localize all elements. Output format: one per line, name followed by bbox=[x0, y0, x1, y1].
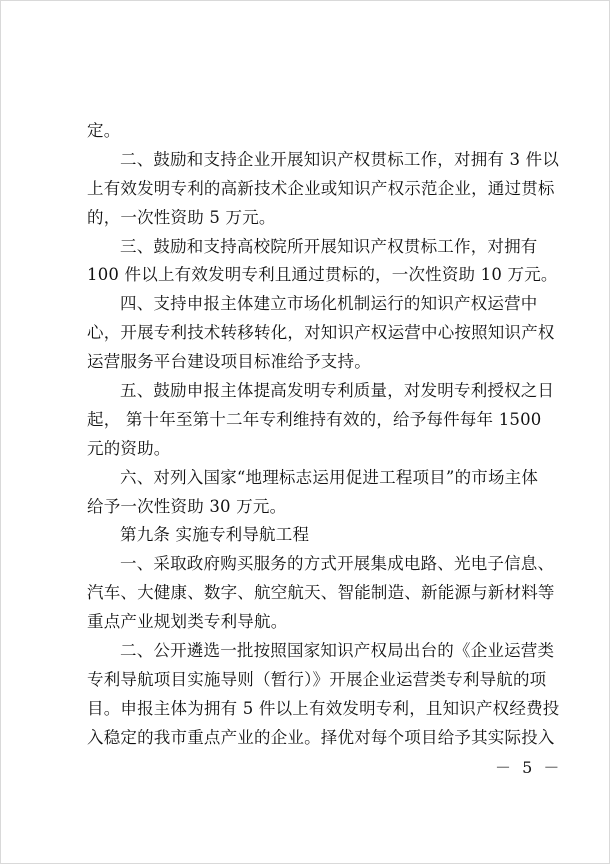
text-line: 上有效发明专利的高新技术企业或知识产权示范企业，通过贯标 bbox=[87, 178, 555, 198]
section-heading: 第九条 实施专利导航工程 bbox=[120, 525, 310, 545]
text-line: 二、公开遴选一批按照国家知识产权局出台的《企业运营类 bbox=[120, 641, 555, 661]
text-line: 六、对列入国家“地理标志运用促进工程项目”的市场主体 bbox=[120, 467, 539, 487]
text-line: 一、采取政府购买服务的方式开展集成电路、光电子信息、 bbox=[120, 554, 555, 574]
text-line: 重点产业规划类专利导航。 bbox=[87, 612, 288, 632]
text-line: 心，开展专利技术转移转化，对知识产权运营中心按照知识产权 bbox=[87, 323, 555, 343]
text-line: 专利导航项目实施导则（暂行）》开展企业运营类专利导航的项 bbox=[87, 669, 547, 689]
text-line: 起， 第十年至第十二年专利维持有效的，给予每件每年 1500 bbox=[87, 409, 542, 429]
text-line: 汽车、大健康、数字、航空航天、智能制造、新能源与新材料等 bbox=[87, 583, 555, 603]
text-line: 100 件以上有效发明专利且通过贯标的，一次性资助 10 万元。 bbox=[87, 265, 558, 285]
text-line: 的，一次性资助 5 万元。 bbox=[87, 207, 276, 227]
body-text bbox=[87, 117, 560, 753]
text-line: 五、鼓励申报主体提高发明专利质量，对发明专利授权之日 bbox=[120, 381, 555, 401]
text-line: 运营服务平台建设项目标准给予支持。 bbox=[87, 352, 371, 372]
page-number: － 5 － bbox=[495, 758, 563, 777]
text-line: 定。 bbox=[87, 121, 121, 140]
text-line: 入稳定的我市重点产业的企业。择优对每个项目给予其实际投入 bbox=[87, 727, 555, 747]
text-line: 目。申报主体为拥有 5 件以上有效发明专利，且知识产权经费投 bbox=[87, 698, 560, 718]
text-line: 四、支持申报主体建立市场化机制运行的知识产权运营中 bbox=[120, 294, 538, 314]
text-line: 元的资助。 bbox=[87, 438, 171, 458]
text-line: 三、鼓励和支持高校院所开展知识产权贯标工作，对拥有 bbox=[120, 236, 538, 256]
text-line: 给予一次性资助 30 万元。 bbox=[87, 496, 287, 516]
text-line: 二、鼓励和支持企业开展知识产权贯标工作，对拥有 3 件以 bbox=[120, 149, 560, 169]
